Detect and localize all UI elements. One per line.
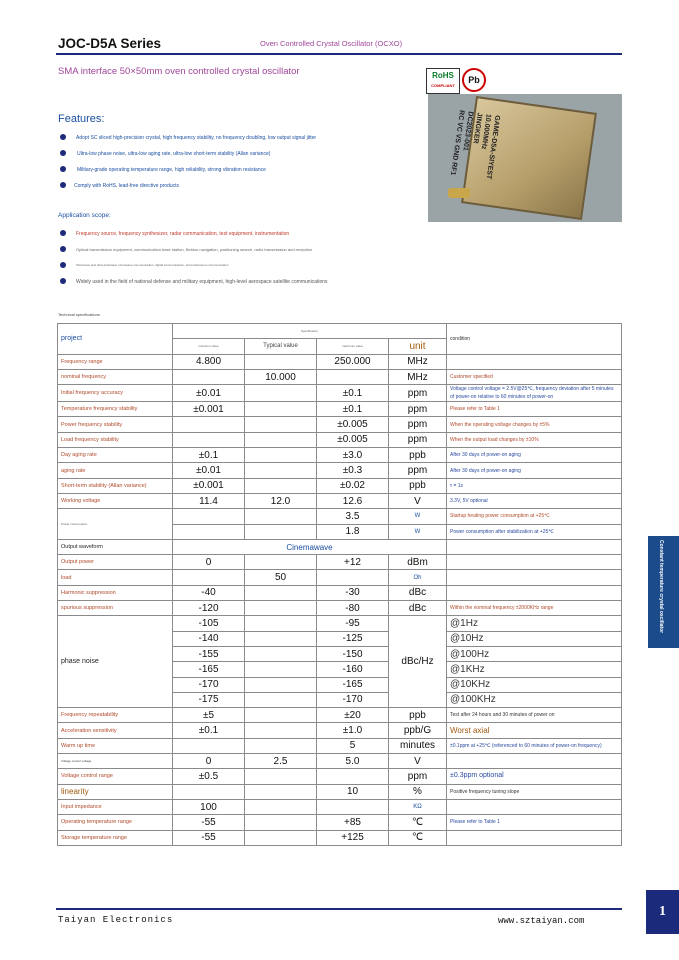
- param-name: aging rate: [58, 463, 173, 478]
- footer-website: www.sztaiyan.com: [498, 916, 585, 926]
- value-typ: 50: [245, 570, 317, 585]
- page-number: 1: [646, 890, 679, 934]
- value-max: ±0.3: [317, 463, 389, 478]
- value-unit: ppm: [389, 769, 447, 784]
- param-name: Power frequency stability: [58, 417, 173, 432]
- value-max: -170: [317, 692, 389, 707]
- value-max: ±0.005: [317, 417, 389, 432]
- table-row: [58, 354, 622, 369]
- value-max: 250.000: [317, 354, 389, 369]
- condition-cell: ±0.1ppm at +25℃ (referenced to 60 minutes of power-on frequency): [447, 738, 622, 753]
- value-typ: 2.5: [245, 754, 317, 769]
- table-row: [58, 478, 622, 493]
- condition-cell: Test after 24 hours and 30 minutes of power on: [447, 708, 622, 723]
- value-max: ±20: [317, 708, 389, 723]
- value-typ: 10.000: [245, 369, 317, 384]
- value-typ: [245, 432, 317, 447]
- rohs-label: RoHS: [432, 71, 454, 80]
- value-min: ±0.01: [173, 463, 245, 478]
- table-row: [58, 570, 622, 585]
- table-row: [58, 369, 622, 384]
- table-row: [58, 815, 622, 830]
- application-heading: Application scope:: [58, 212, 111, 219]
- value-unit: dBm: [389, 555, 447, 570]
- header-condition: condition: [447, 324, 622, 355]
- doc-subtitle: Oven Controlled Crystal Oscillator (OCXO): [260, 39, 403, 48]
- param-name: Output waveform: [58, 539, 173, 554]
- header-typical: Typical value: [245, 339, 317, 354]
- value-min: [173, 432, 245, 447]
- value-min: [173, 417, 245, 432]
- param-name: Input impedance: [58, 799, 173, 814]
- param-name: Temperature frequency stability: [58, 402, 173, 417]
- value-unit: ppm: [389, 402, 447, 417]
- param-name: nominal frequency: [58, 369, 173, 384]
- value-min: ±0.5: [173, 769, 245, 784]
- value-min: ±0.001: [173, 478, 245, 493]
- table-row: [58, 509, 622, 524]
- side-tab-label: Constant temperature crystal oscillator: [658, 540, 664, 634]
- value-max: ±3.0: [317, 448, 389, 463]
- param-name: Operating temperature range: [58, 815, 173, 830]
- value-min: 4.800: [173, 354, 245, 369]
- value-typ: [245, 631, 317, 646]
- table-row: [58, 830, 622, 845]
- value-unit: Oh: [389, 570, 447, 585]
- rohs-compliant-label: COMPLIANT: [431, 83, 455, 88]
- param-name: Warm up time: [58, 738, 173, 753]
- param-name: Initial frequency accuracy: [58, 385, 173, 402]
- param-name: spurious suppression: [58, 601, 173, 616]
- value-min: [173, 509, 245, 524]
- value-typ: [245, 385, 317, 402]
- value-typ: [245, 478, 317, 493]
- feature-bullet-icon: [60, 182, 66, 188]
- product-photo: [428, 94, 622, 222]
- condition-cell: Voltage control voltage = 2.5V@25℃, frequency deviation after 5 minutes of power-on relative to 60 minutes of power-on: [447, 385, 622, 402]
- value-unit: ppb: [389, 708, 447, 723]
- value-min: -55: [173, 830, 245, 845]
- param-name: linearity: [58, 784, 173, 799]
- value-min: ±5: [173, 708, 245, 723]
- value-max: +12: [317, 555, 389, 570]
- value-min: -155: [173, 646, 245, 661]
- value-typ: [245, 448, 317, 463]
- value-typ: [245, 354, 317, 369]
- value-min: -175: [173, 692, 245, 707]
- param-name: load: [58, 570, 173, 585]
- value-typ: [245, 662, 317, 677]
- package-marking: GAME-D5A-SIYEST 10.000MHz JINGKER DC2023-001 RC VC VS GND RF1: [448, 109, 501, 180]
- side-tab: [648, 536, 679, 648]
- footer-company: Taiyan Electronics: [58, 915, 174, 925]
- condition-cell: ±0.3ppm optional: [447, 769, 622, 784]
- value-max: [317, 570, 389, 585]
- condition-cell: @100Hz: [447, 646, 622, 661]
- condition-cell: [447, 354, 622, 369]
- value-typ: [245, 402, 317, 417]
- header-project: project: [58, 324, 173, 355]
- tech-spec-heading: Technical specifications: [58, 312, 100, 317]
- header-specification: Specification: [173, 324, 447, 339]
- condition-cell: Power consumption after stabilization at +25℃: [447, 524, 622, 539]
- application-bullet-icon: [60, 262, 66, 268]
- param-name: Output power: [58, 555, 173, 570]
- condition-cell: When the operating voltage changes by ±5%: [447, 417, 622, 432]
- table-row: [58, 539, 622, 554]
- oscillator-package: [448, 96, 597, 220]
- value-unit: MHz: [389, 354, 447, 369]
- value-unit: dBc: [389, 585, 447, 600]
- application-item: Optical transmission equipment, communication base station, Beidou navigation, positioning search, radio transmission and reception: [76, 246, 313, 252]
- value-typ: [245, 723, 317, 738]
- value-min: [173, 369, 245, 384]
- param-name: Harmonic suppression: [58, 585, 173, 600]
- condition-cell: τ = 1s: [447, 478, 622, 493]
- value-unit: dBc/Hz: [389, 616, 447, 708]
- value-typ: [245, 677, 317, 692]
- value-max: -80: [317, 601, 389, 616]
- value-max: 3.5: [317, 509, 389, 524]
- feature-bullet-icon: [60, 150, 66, 156]
- condition-cell: After 30 days of power-on aging: [447, 463, 622, 478]
- value-typ: [245, 830, 317, 845]
- table-row: [58, 723, 622, 738]
- value-max: ±1.0: [317, 723, 389, 738]
- condition-cell: Startup heating power consumption at +25℃: [447, 509, 622, 524]
- condition-cell: When the output load changes by ±10%: [447, 432, 622, 447]
- condition-cell: [447, 799, 622, 814]
- value-min: ±0.1: [173, 723, 245, 738]
- table-row: [58, 463, 622, 478]
- doc-title: JOC-D5A Series: [58, 36, 162, 51]
- value-unit: KΩ: [389, 799, 447, 814]
- table-row: [58, 799, 622, 814]
- value-min: ±0.1: [173, 448, 245, 463]
- value-unit: ppm: [389, 385, 447, 402]
- param-name: Voltage control voltage: [58, 754, 173, 769]
- value-unit: V: [389, 493, 447, 508]
- header-maximum: maximum value: [317, 339, 389, 354]
- value-unit: ℃: [389, 815, 447, 830]
- value-max: 1.8: [317, 524, 389, 539]
- application-item: Shortwave and ultra-shortwave microwave communication, digital communication, anti-interference communication: [76, 262, 229, 267]
- value-unit: ppb: [389, 478, 447, 493]
- footer-divider: [56, 908, 622, 910]
- value-typ: [245, 799, 317, 814]
- value-unit: ppb/G: [389, 723, 447, 738]
- condition-cell: Within the nominal frequency ±2000KHz range: [447, 601, 622, 616]
- rohs-badge: [426, 68, 460, 94]
- value-max: [317, 369, 389, 384]
- table-row: [58, 708, 622, 723]
- value-max: -165: [317, 677, 389, 692]
- sma-connector: [448, 188, 470, 198]
- condition-cell: [447, 555, 622, 570]
- value-max: 5: [317, 738, 389, 753]
- table-row: [58, 402, 622, 417]
- param-name: Working voltage: [58, 493, 173, 508]
- certification-badges: [426, 68, 490, 92]
- application-item: Widely used in the field of national defense and military equipment, high-level aerospace satellite communications: [76, 278, 328, 285]
- value-min: -140: [173, 631, 245, 646]
- condition-cell: @1KHz: [447, 662, 622, 677]
- condition-cell: Please refer to Table 1: [447, 402, 622, 417]
- value-max: ±0.005: [317, 432, 389, 447]
- value-unit: ppm: [389, 463, 447, 478]
- condition-cell: Worst axial: [447, 723, 622, 738]
- value-max: [317, 799, 389, 814]
- table-row: [58, 585, 622, 600]
- table-row: [58, 738, 622, 753]
- value-min: 11.4: [173, 493, 245, 508]
- condition-cell: 3.3V, 5V optional: [447, 493, 622, 508]
- feature-item: Military-grade operating temperature range, high reliability, strong vibration resistance: [77, 166, 266, 173]
- value-typ: [245, 555, 317, 570]
- value-min: [173, 524, 245, 539]
- param-name: Storage temperature range: [58, 830, 173, 845]
- application-bullet-icon: [60, 246, 66, 252]
- value-unit: ppm: [389, 432, 447, 447]
- param-name: Power consumption: [58, 509, 173, 540]
- value-min: [173, 784, 245, 799]
- value-typ: [245, 692, 317, 707]
- condition-cell: [447, 754, 622, 769]
- feature-bullet-icon: [60, 134, 66, 140]
- value-min: 0: [173, 555, 245, 570]
- value-min: [173, 738, 245, 753]
- application-item: Frequency source, frequency synthesizer, radar communication, test equipment, instrumentation: [76, 230, 290, 237]
- lead-free-badge: Pb: [462, 68, 486, 92]
- param-name: Frequency range: [58, 354, 173, 369]
- value-unit: %: [389, 784, 447, 799]
- table-row: [58, 784, 622, 799]
- value-min: -105: [173, 616, 245, 631]
- param-name: Acceleration sensitivity: [58, 723, 173, 738]
- header-divider: [56, 53, 622, 55]
- value-min: [173, 570, 245, 585]
- value-typ: [245, 738, 317, 753]
- value-max: -30: [317, 585, 389, 600]
- value-max: -160: [317, 662, 389, 677]
- condition-cell: [447, 570, 622, 585]
- feature-bullet-icon: [60, 166, 66, 172]
- table-row: [58, 385, 622, 402]
- value-min: ±0.001: [173, 402, 245, 417]
- condition-cell: After 30 days of power-on aging: [447, 448, 622, 463]
- value-min: ±0.01: [173, 385, 245, 402]
- value-min: 0: [173, 754, 245, 769]
- feature-item: Comply with RoHS, lead-free directive products: [74, 182, 180, 189]
- value-typ: [245, 524, 317, 539]
- value-max: ±0.02: [317, 478, 389, 493]
- param-name: Voltage control range: [58, 769, 173, 784]
- value-typ: [245, 616, 317, 631]
- value-max: 10: [317, 784, 389, 799]
- value-typ: [245, 601, 317, 616]
- table-row: [58, 417, 622, 432]
- value-waveform: Cinemawave: [173, 539, 447, 554]
- value-unit: ℃: [389, 830, 447, 845]
- header-unit: unit: [389, 339, 447, 354]
- value-unit: ppb: [389, 448, 447, 463]
- value-min: -170: [173, 677, 245, 692]
- application-bullet-icon: [60, 278, 66, 284]
- value-max: +85: [317, 815, 389, 830]
- condition-cell: @10KHz: [447, 677, 622, 692]
- value-max: ±0.1: [317, 402, 389, 417]
- value-typ: [245, 769, 317, 784]
- value-min: -165: [173, 662, 245, 677]
- value-typ: [245, 708, 317, 723]
- condition-cell: @100KHz: [447, 692, 622, 707]
- table-row: [58, 769, 622, 784]
- header-minimum: minimum value: [173, 339, 245, 354]
- value-max: -125: [317, 631, 389, 646]
- value-unit: W: [389, 509, 447, 524]
- value-typ: [245, 585, 317, 600]
- intro-text: SMA interface 50×50mm oven controlled crystal oscillator: [58, 66, 300, 77]
- table-row: [58, 601, 622, 616]
- value-min: 100: [173, 799, 245, 814]
- value-typ: [245, 815, 317, 830]
- table-row: [58, 448, 622, 463]
- value-unit: minutes: [389, 738, 447, 753]
- feature-item: Ultra-low phase noise, ultra-low aging rate, ultra-low short-term stability (Allan variance): [77, 150, 271, 157]
- param-name: Frequency repeatability: [58, 708, 173, 723]
- value-typ: [245, 463, 317, 478]
- value-typ: [245, 509, 317, 524]
- application-bullet-icon: [60, 230, 66, 236]
- value-max: [317, 769, 389, 784]
- value-unit: W: [389, 524, 447, 539]
- phase-noise-row: [58, 616, 622, 631]
- condition-cell: Positive frequency tuning slope: [447, 784, 622, 799]
- value-max: 12.6: [317, 493, 389, 508]
- value-min: -55: [173, 815, 245, 830]
- value-max: -150: [317, 646, 389, 661]
- condition-cell: Please refer to Table 1: [447, 815, 622, 830]
- value-min: -40: [173, 585, 245, 600]
- features-heading: Features:: [58, 113, 105, 125]
- table-row: [58, 555, 622, 570]
- table-header-row: [58, 324, 622, 339]
- value-unit: MHz: [389, 369, 447, 384]
- value-unit: V: [389, 754, 447, 769]
- condition-cell: Customer specified: [447, 369, 622, 384]
- table-row: [58, 754, 622, 769]
- condition-cell: [447, 585, 622, 600]
- table-row: [58, 432, 622, 447]
- param-name: Load frequency stability: [58, 432, 173, 447]
- value-max: ±0.1: [317, 385, 389, 402]
- value-unit: dBc: [389, 601, 447, 616]
- param-name: phase noise: [58, 616, 173, 708]
- feature-item: Adopt SC sliced high-precision crystal, high frequency stability, no frequency doubling, low output signal jitter: [76, 134, 317, 141]
- value-typ: [245, 784, 317, 799]
- value-typ: 12.0: [245, 493, 317, 508]
- param-name: Short-term stability (Allan variance): [58, 478, 173, 493]
- condition-cell: @10Hz: [447, 631, 622, 646]
- condition-cell: @1Hz: [447, 616, 622, 631]
- value-max: -95: [317, 616, 389, 631]
- value-typ: [245, 417, 317, 432]
- param-name: Day aging rate: [58, 448, 173, 463]
- condition-cell: [447, 539, 622, 554]
- value-min: -120: [173, 601, 245, 616]
- value-unit: ppm: [389, 417, 447, 432]
- value-max: +125: [317, 830, 389, 845]
- spec-table: [57, 323, 622, 846]
- value-max: 5.0: [317, 754, 389, 769]
- value-typ: [245, 646, 317, 661]
- table-row: [58, 493, 622, 508]
- condition-cell: [447, 830, 622, 845]
